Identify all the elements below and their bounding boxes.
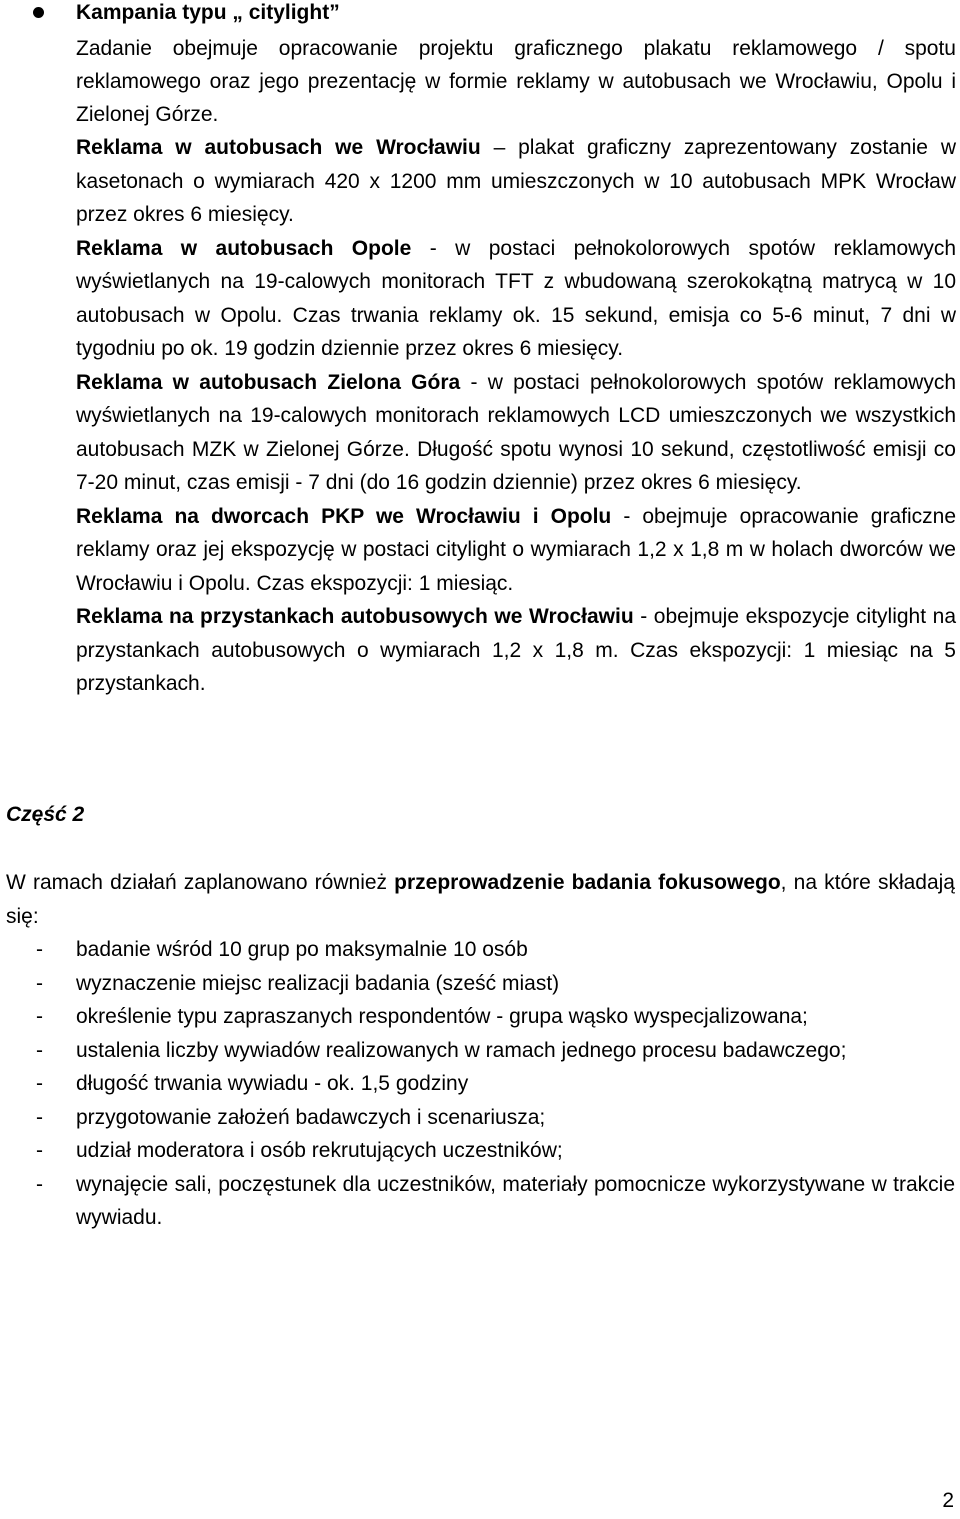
list-item-text: wynajęcie sali, poczęstunek dla uczestników, materiały pomocnicze wykorzystywane w trakcie wywiadu. <box>76 1172 955 1229</box>
list-item <box>6 1067 955 1101</box>
dash-marker: - <box>36 971 43 995</box>
list-item <box>6 1101 955 1135</box>
list-item-text: ustalenia liczby wywiadów realizowanych w ramach jednego procesu badawczego; <box>76 1038 847 1062</box>
intro-suffix: , na które składają się: <box>6 871 955 928</box>
list-item-text: badanie wśród 10 grup po maksymalnie 10 osób <box>76 938 528 961</box>
list-item <box>6 1034 955 1068</box>
list-item-text: przygotowanie założeń badawczych i scenariusza; <box>76 1105 546 1129</box>
dash-marker: - <box>36 1139 43 1162</box>
list-item-text: długość trwania wywiadu - ok. 1,5 godziny <box>76 1072 469 1095</box>
paragraph-bold: Reklama w autobusach we Wrocławiu <box>76 136 481 159</box>
zielona-gora-bus-ad-paragraph <box>76 366 956 500</box>
paragraph-text: Zadanie obejmuje opracowanie projektu graficznego plakatu reklamowego / spotu reklamowego oraz jego prezentację w formie reklamy w autobusach we Wrocławiu, Opolu i Zielonej Górze. <box>76 37 956 126</box>
paragraph-text: - obejmuje opracowanie graficzne reklamy oraz jej ekspozycję w postaci citylight o wymiarach 1,2 x 1,8 m w holach dworców we Wrocławiu i Opolu. Czas ekspozycji: 1 miesiąc. <box>76 504 956 595</box>
bus-stop-ad-paragraph <box>76 600 956 701</box>
list-item <box>6 967 955 1001</box>
dash-marker: - <box>36 1038 43 1062</box>
dash-marker: - <box>36 938 43 961</box>
dash-marker: - <box>36 1072 43 1095</box>
list-item-text: udział moderatora i osób rekrutujących uczestników; <box>76 1139 563 1162</box>
bullet-icon <box>33 7 44 18</box>
intro-paragraph <box>6 866 955 933</box>
list-item-text: określenie typu zapraszanych respondentów - grupa wąsko wyspecjalizowana; <box>76 1005 808 1028</box>
pkp-station-ad-paragraph <box>76 500 956 601</box>
paragraph-bold: Reklama na dworcach PKP we Wrocławiu i Opolu <box>76 504 612 528</box>
paragraph-text: - w postaci pełnokolorowych spotów reklamowych wyświetlanych na 19-calowych monitorach reklamowych LCD umieszczonych we wszystkich autobusach MZK w Zielonej Górze. Długość spotu wynosi 10 sekund, częstotliwość emisji co 7-20 minut, czas emisji - 7 dni (do 16 godzin dziennie) przez okres 6 miesięcy. <box>76 370 957 494</box>
campaign-heading: Kampania typu „ citylight” <box>76 1 340 24</box>
list-item-text: wyznaczenie miejsc realizacji badania (sześć miast) <box>76 971 560 995</box>
paragraph-text: - w postaci pełnokolorowych spotów reklamowych wyświetlanych na 19-calowych monitorach TFT z wbudowaną szerokokątną matrycą w 10 autobusach w Opolu. Czas trwania reklamy ok. 15 sekund, emisja co 5-6 minut, 7 dni w tygodniu po ok. 19 godzin dziennie przez okres 6 miesięcy. <box>76 236 956 360</box>
opole-bus-ad-paragraph <box>76 232 956 366</box>
campaign-description <box>76 32 956 131</box>
paragraph-bold: Reklama w autobusach Opole <box>76 236 412 260</box>
page-number: 2 <box>942 1489 954 1512</box>
dash-marker: - <box>36 1172 43 1196</box>
paragraph-text: - obejmuje ekspozycje citylight na przystankach autobusowych o wymiarach 1,2 x 1,8 m. Czas ekspozycji: 1 miesiąc na 5 przystankach. <box>76 605 957 695</box>
list-item <box>6 1168 955 1235</box>
paragraph-bold: Reklama w autobusach Zielona Góra <box>76 370 461 394</box>
intro-prefix: W ramach działań zaplanowano również <box>6 871 395 894</box>
dash-marker: - <box>36 1005 43 1028</box>
dash-marker: - <box>36 1105 43 1129</box>
intro-bold: przeprowadzenie badania fokusowego <box>394 871 781 894</box>
paragraph-bold: Reklama na przystankach autobusowych we Wrocławiu <box>76 605 634 628</box>
section-title: Część 2 <box>6 803 85 826</box>
paragraph-text: – plakat graficzny zaprezentowany zostanie w kasetonach o wymiarach 420 x 1200 mm umieszczonych w 10 autobusach MPK Wrocław przez okres 6 miesięcy. <box>76 136 956 226</box>
list-item <box>6 1134 955 1168</box>
citylight-campaign-block <box>76 0 956 701</box>
list-item <box>6 933 955 967</box>
list-item <box>6 1000 955 1034</box>
focus-study-intro <box>6 866 955 933</box>
wroclaw-bus-ad-paragraph <box>76 131 956 232</box>
focus-study-list <box>6 933 955 1235</box>
